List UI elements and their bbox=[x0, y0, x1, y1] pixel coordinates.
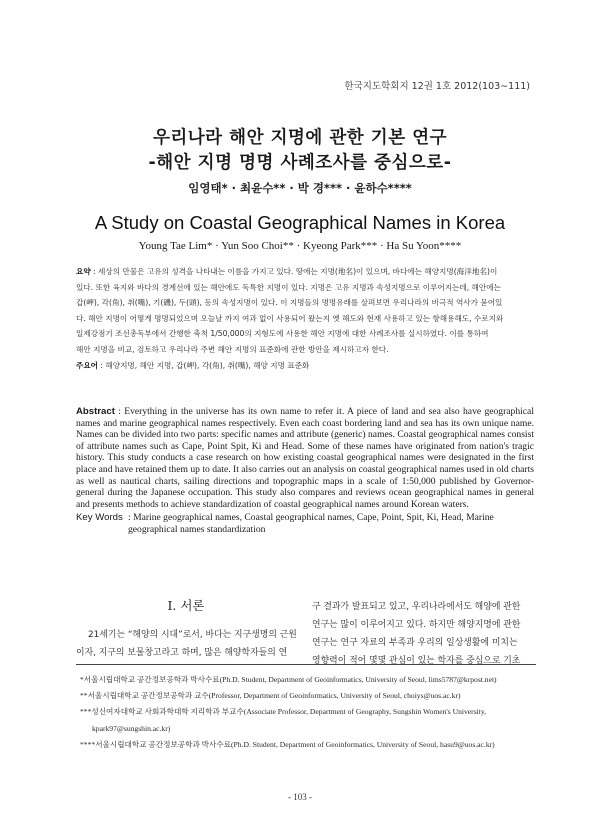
footnote: ****서울시립대학교 공간정보공학과 박사수료(Ph.D. Student, Department of Geoinformatics, University of Seoul, hasu9@uos.ac.kr) bbox=[80, 739, 495, 749]
korean-abstract-line: 해안 지명을 비교, 검토하고 우리나라 주변 해안 지명의 표준화에 관한 방안을 제시하고자 한다. bbox=[76, 344, 389, 354]
korean-subtitle: -해안 지명 명명 사례조사를 중심으로- bbox=[148, 153, 452, 173]
english-authors: Young Tae Lim* · Yun Soo Choi** · Kyeong Park*** · Ha Su Yoon**** bbox=[138, 240, 462, 252]
body-text-line: 구 결과가 발표되고 있고, 우리나라에서도 해양에 관한 bbox=[312, 602, 521, 612]
korean-keywords-label: 주요어 bbox=[76, 360, 99, 370]
korean-abstract-line: 일제강점기 조선총독부에서 간행한 축척 1/50,000의 지형도에 사용한 해안 지명에 대한 사례조사를 실시하였다. 이를 통하여 bbox=[76, 329, 489, 339]
body-column-right bbox=[312, 598, 534, 670]
body-text-line: 영향력이 적어 몇몇 관심이 있는 학자를 중심으로 기초 bbox=[312, 656, 521, 666]
footnote: **서울시립대학교 공간정보공학과 교수(Professor, Department of Geoinformatics, University of Seoul, choiys@uos.ac.kr) bbox=[80, 691, 461, 701]
korean-abstract-line: 다. 해안 지명이 어떻게 명명되었으며 오늘날 까지 여과 없이 사용되어 왔는지 옛 해도와 현재 사용하고 있는 항해용해도, 수로지와 bbox=[76, 313, 504, 323]
korean-title: 우리나라 해안 지명에 관한 기본 연구 bbox=[152, 128, 448, 148]
body-text-line: 이자, 지구의 보물창고라고 하며, 많은 해양학자들의 연 bbox=[76, 648, 288, 658]
page-number: - 103 - bbox=[288, 792, 312, 802]
english-abstract-text: : Everything in the universe has its own name to refer it. A piece of land and sea also have geographical names and marine geographical names respectively. Even each coast bordering land and sea has its own unique name. Names can be divided into two parts: specific names and attribute (generic) names. Coastal geographical names consist of attribute names such as Cape, Point Spit, Ki and Head. Some of these names have originated from nation's tragic history. This study conducts a case research on how existing coastal geographical names were designated in the first place and have retained them up to date. It also carries out an analysis on coastal geographical names used in old charts as well as nautical charts, sailing directions and topographic maps in a scale of 1:50,000 published by Governor-general during the Japanese occupation. This study also compares and reviews ocean geographical names in general and presents methods to achieve standardization of coastal geographical names around Korean waters. bbox=[76, 406, 534, 510]
body-text-line: 연구는 연구 자료의 부족과 우리의 일상생활에 미치는 bbox=[312, 638, 518, 648]
korean-abstract-line: 요약 : 세상의 만물은 고유의 성격을 나타내는 이름을 가지고 있다. 땅에는 지명(地名)이 있으며, 바다에는 해양지명(海洋地名)이 bbox=[76, 267, 498, 276]
english-keywords-text: : Marine geographical names, Coastal geographical names, Cape, Point, Spit, Ki, Head, Marine geographical names standardization bbox=[128, 512, 494, 535]
korean-abstract-line: 갑(岬), 각(角), 취(嘴), 기(磯), 두(頭), 등의 속성지명이 있다. 이 지명들의 명명유래를 살펴보면 우리나라의 비극적 역사가 묻어있 bbox=[76, 298, 503, 308]
footnote-continuation: kpark97@sungshin.ac.kr) bbox=[92, 723, 171, 733]
korean-abstract-line: 있다. 또한 육지와 바다의 경계선에 있는 해안에도 독특한 지명이 있다. 지명은 고유 지명과 속성지명으로 이루어지는데, 해안에는 bbox=[76, 282, 501, 292]
footnotes bbox=[76, 672, 538, 753]
footnote-divider bbox=[76, 664, 536, 665]
body-text-line: 연구는 많이 이루어지고 있다. 하지만 해양지명에 관한 bbox=[312, 620, 521, 630]
english-abstract-label: Abstract bbox=[76, 406, 115, 417]
english-title: A Study on Coastal Geographical Names in Korea bbox=[94, 212, 506, 233]
english-abstract bbox=[76, 406, 534, 510]
korean-abstract-label: 요약 bbox=[76, 267, 91, 276]
body-text-line: 21세기는 “해양의 시대”로서, 바다는 지구생명의 근원 bbox=[88, 630, 297, 640]
korean-keywords: 주요어 : 해양지명, 해안 지명, 갑(岬), 각(角), 취(嘴), 해양 지명 표준화 bbox=[76, 360, 310, 370]
english-keywords bbox=[76, 512, 536, 535]
english-keywords-label: Key Words bbox=[76, 512, 123, 523]
journal-reference: 한국지도학회지 12권 1호 2012(103∼111) bbox=[344, 81, 530, 92]
footnote: ***성신여자대학교 사회과학대학 지리학과 부교수(Associate Professor, Department of Geography, Sungshin Women's University, bbox=[80, 707, 487, 717]
body-column-left bbox=[76, 626, 298, 662]
korean-authors: 임영태* · 최윤수** · 박 경*** · 윤하수**** bbox=[188, 181, 412, 195]
korean-abstract bbox=[76, 264, 532, 373]
footnote: *서울시립대학교 공간정보공학과 박사수료(Ph.D. Student, Department of Geoinformatics, University of Seoul, lims5787@krpost.net) bbox=[80, 675, 497, 684]
section-heading-introduction: I. 서론 bbox=[167, 598, 205, 613]
